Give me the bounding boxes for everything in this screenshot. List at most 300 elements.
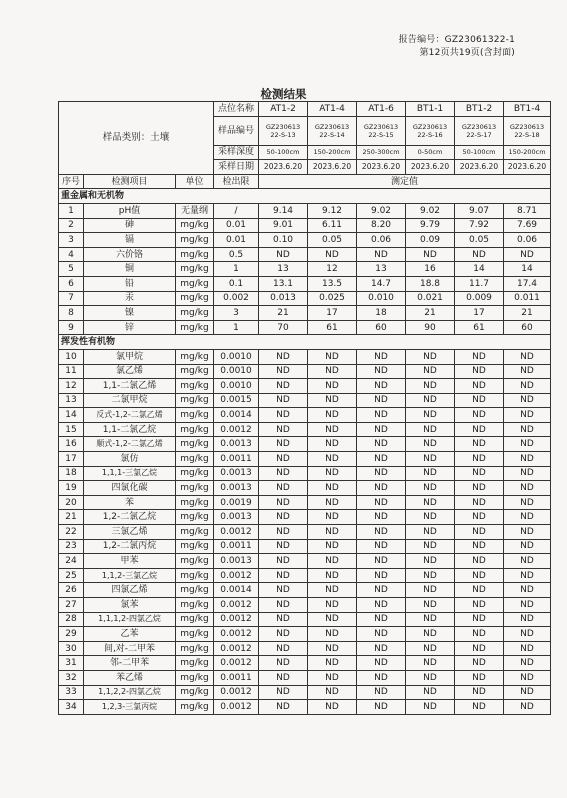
row-unit: mg/kg — [176, 481, 214, 496]
group-heading: 挥发性有机物 — [59, 335, 551, 350]
value-cell: ND — [259, 612, 308, 627]
value-cell: ND — [357, 349, 406, 364]
value-cell: 60 — [357, 320, 406, 335]
row-no: 23 — [59, 539, 84, 554]
value-cell: ND — [259, 247, 308, 262]
point-name-cell: AT1-4 — [308, 102, 357, 117]
value-cell: 9.14 — [259, 203, 308, 218]
date-cell: 2023.6.20 — [504, 160, 551, 175]
value-cell: ND — [357, 379, 406, 394]
table-row — [59, 203, 551, 218]
row-unit: mg/kg — [176, 656, 214, 671]
value-cell: ND — [455, 627, 504, 642]
value-cell: ND — [504, 656, 551, 671]
row-limit: 0.0012 — [214, 422, 259, 437]
value-cell: ND — [504, 481, 551, 496]
value-cell: 14 — [455, 262, 504, 277]
row-item: 镉 — [84, 233, 176, 248]
page-title: 检测结果 — [260, 87, 307, 101]
point-name-cell: AT1-6 — [357, 102, 406, 117]
table-row — [59, 466, 551, 481]
value-cell: ND — [455, 554, 504, 569]
value-cell: 0.010 — [357, 291, 406, 306]
col-header-measured: 测定值 — [259, 174, 551, 189]
row-limit: 0.0012 — [214, 700, 259, 715]
value-cell: ND — [357, 481, 406, 496]
row-item: 邻-二甲苯 — [84, 656, 176, 671]
table-row — [59, 627, 551, 642]
row-no: 19 — [59, 481, 84, 496]
value-cell: ND — [259, 525, 308, 540]
value-cell: 21 — [259, 306, 308, 321]
value-cell: ND — [504, 364, 551, 379]
value-cell: ND — [455, 349, 504, 364]
value-cell: ND — [406, 437, 455, 452]
row-unit: mg/kg — [176, 554, 214, 569]
value-cell: ND — [504, 525, 551, 540]
row-limit: 3 — [214, 306, 259, 321]
table-row — [59, 452, 551, 467]
value-cell: ND — [504, 247, 551, 262]
row-unit: mg/kg — [176, 568, 214, 583]
row-limit: 0.0011 — [214, 670, 259, 685]
value-cell: ND — [357, 452, 406, 467]
row-limit: 0.0012 — [214, 641, 259, 656]
row-item: 六价铬 — [84, 247, 176, 262]
table-row — [59, 422, 551, 437]
value-cell: ND — [504, 379, 551, 394]
value-cell: ND — [406, 364, 455, 379]
value-cell: ND — [259, 408, 308, 423]
value-cell: ND — [357, 437, 406, 452]
value-cell: ND — [259, 481, 308, 496]
row-no: 11 — [59, 364, 84, 379]
value-cell: ND — [406, 700, 455, 715]
row-unit: mg/kg — [176, 320, 214, 335]
row-unit: mg/kg — [176, 495, 214, 510]
row-limit: 0.0014 — [214, 408, 259, 423]
col-header-limit: 检出限 — [214, 174, 259, 189]
row-limit: 0.0011 — [214, 452, 259, 467]
value-cell: ND — [357, 422, 406, 437]
row-item: 反式-1,2-二氯乙烯 — [84, 408, 176, 423]
value-cell: ND — [504, 685, 551, 700]
row-item: 1,1,1,2-四氯乙烷 — [84, 612, 176, 627]
row-no: 10 — [59, 349, 84, 364]
point-name-row — [59, 102, 551, 117]
value-cell: 17.4 — [504, 276, 551, 291]
row-item: 甲苯 — [84, 554, 176, 569]
value-cell: 14.7 — [357, 276, 406, 291]
table-row — [59, 554, 551, 569]
row-limit: 0.002 — [214, 291, 259, 306]
value-cell: ND — [259, 641, 308, 656]
table-row — [59, 262, 551, 277]
value-cell: 13 — [357, 262, 406, 277]
table-row — [59, 656, 551, 671]
value-cell: ND — [455, 656, 504, 671]
results-table — [58, 101, 551, 715]
value-cell: 9.12 — [308, 203, 357, 218]
value-cell: ND — [455, 568, 504, 583]
row-limit: 0.0019 — [214, 495, 259, 510]
value-cell: 21 — [504, 306, 551, 321]
value-cell: ND — [357, 393, 406, 408]
value-cell: 61 — [308, 320, 357, 335]
value-cell: ND — [308, 539, 357, 554]
row-no: 21 — [59, 510, 84, 525]
value-cell: ND — [455, 598, 504, 613]
row-item: 四氯化碳 — [84, 481, 176, 496]
table-row — [59, 641, 551, 656]
row-no: 8 — [59, 306, 84, 321]
point-name-cell: BT1-1 — [406, 102, 455, 117]
value-cell: ND — [357, 583, 406, 598]
value-cell: ND — [406, 525, 455, 540]
value-cell: ND — [406, 685, 455, 700]
table-row — [59, 393, 551, 408]
row-unit: mg/kg — [176, 422, 214, 437]
value-cell: ND — [357, 408, 406, 423]
row-no: 31 — [59, 656, 84, 671]
row-no: 13 — [59, 393, 84, 408]
row-unit: mg/kg — [176, 247, 214, 262]
page-info: 第12页共19页(含封面) — [419, 48, 515, 58]
row-no: 15 — [59, 422, 84, 437]
value-cell: 18 — [357, 306, 406, 321]
value-cell: ND — [357, 539, 406, 554]
value-cell: ND — [259, 568, 308, 583]
report-number: 报告编号：GZ23061322-1 — [398, 35, 515, 45]
table-row — [59, 408, 551, 423]
value-cell: ND — [406, 641, 455, 656]
table-row — [59, 218, 551, 233]
value-cell: ND — [259, 364, 308, 379]
row-no: 22 — [59, 525, 84, 540]
value-cell: 9.79 — [406, 218, 455, 233]
sample-id-cell: GZ230613 22-S-18 — [504, 116, 551, 145]
row-no: 34 — [59, 700, 84, 715]
depth-cell: 0-50cm — [406, 145, 455, 160]
value-cell: ND — [259, 670, 308, 685]
value-cell: ND — [259, 685, 308, 700]
row-item: 铅 — [84, 276, 176, 291]
value-cell: ND — [406, 393, 455, 408]
value-cell: ND — [504, 627, 551, 642]
depth-cell: 150-200cm — [504, 145, 551, 160]
row-unit: mg/kg — [176, 539, 214, 554]
value-cell: ND — [308, 627, 357, 642]
row-item: 三氯乙烯 — [84, 525, 176, 540]
depth-cell: 50-100cm — [455, 145, 504, 160]
value-cell: 61 — [455, 320, 504, 335]
row-no: 27 — [59, 598, 84, 613]
sample-category: 样品类别：土壤 — [59, 102, 214, 175]
date-cell: 2023.6.20 — [259, 160, 308, 175]
row-limit: 0.5 — [214, 247, 259, 262]
row-unit: mg/kg — [176, 276, 214, 291]
table-row — [59, 349, 551, 364]
value-cell: ND — [259, 379, 308, 394]
value-cell: ND — [308, 452, 357, 467]
table-row — [59, 598, 551, 613]
value-cell: 13.1 — [259, 276, 308, 291]
row-limit: 0.0010 — [214, 379, 259, 394]
row-unit: mg/kg — [176, 612, 214, 627]
value-cell: 11.7 — [455, 276, 504, 291]
row-item: 氯乙烯 — [84, 364, 176, 379]
value-cell: 0.021 — [406, 291, 455, 306]
value-cell: ND — [406, 379, 455, 394]
value-cell: ND — [406, 554, 455, 569]
table-row — [59, 276, 551, 291]
value-cell: ND — [357, 656, 406, 671]
table-row — [59, 525, 551, 540]
row-item: 顺式-1,2-二氯乙烯 — [84, 437, 176, 452]
row-no: 32 — [59, 670, 84, 685]
row-limit: 0.0012 — [214, 627, 259, 642]
table-row — [59, 233, 551, 248]
row-item: 铜 — [84, 262, 176, 277]
report-header — [399, 34, 515, 60]
sample-id-cell: GZ230613 22-S-14 — [308, 116, 357, 145]
value-cell: 8.20 — [357, 218, 406, 233]
row-limit: 0.0013 — [214, 554, 259, 569]
row-item: 1,1,1-三氯乙烷 — [84, 466, 176, 481]
value-cell: ND — [357, 495, 406, 510]
value-cell: ND — [455, 700, 504, 715]
value-cell: 21 — [406, 306, 455, 321]
row-item: 四氯乙烯 — [84, 583, 176, 598]
row-unit: mg/kg — [176, 700, 214, 715]
point-name-label: 点位名称 — [214, 102, 259, 117]
row-limit: 0.0013 — [214, 466, 259, 481]
value-cell: ND — [504, 554, 551, 569]
sample-id-cell: GZ230613 22-S-15 — [357, 116, 406, 145]
value-cell: ND — [308, 700, 357, 715]
table-row — [59, 685, 551, 700]
value-cell: ND — [406, 510, 455, 525]
value-cell: 9.02 — [406, 203, 455, 218]
value-cell: ND — [259, 656, 308, 671]
row-unit: mg/kg — [176, 393, 214, 408]
value-cell: ND — [455, 685, 504, 700]
row-unit: mg/kg — [176, 364, 214, 379]
value-cell: ND — [455, 393, 504, 408]
value-cell: 13.5 — [308, 276, 357, 291]
value-cell: 16 — [406, 262, 455, 277]
value-cell: 0.011 — [504, 291, 551, 306]
value-cell: ND — [308, 349, 357, 364]
value-cell: 14 — [504, 262, 551, 277]
date-cell: 2023.6.20 — [455, 160, 504, 175]
value-cell: 12 — [308, 262, 357, 277]
row-unit: mg/kg — [176, 670, 214, 685]
row-limit: 1 — [214, 262, 259, 277]
row-no: 12 — [59, 379, 84, 394]
row-unit: mg/kg — [176, 452, 214, 467]
value-cell: ND — [504, 510, 551, 525]
value-cell: ND — [455, 670, 504, 685]
sample-id-cell: GZ230613 22-S-17 — [455, 116, 504, 145]
value-cell: ND — [406, 452, 455, 467]
row-item: 间,对-二甲苯 — [84, 641, 176, 656]
row-no: 9 — [59, 320, 84, 335]
value-cell: 0.05 — [308, 233, 357, 248]
row-unit: mg/kg — [176, 262, 214, 277]
table-row — [59, 481, 551, 496]
value-cell: ND — [259, 466, 308, 481]
value-cell: ND — [504, 612, 551, 627]
value-cell: ND — [308, 612, 357, 627]
value-cell: ND — [504, 422, 551, 437]
row-item: 1,1-二氯乙烷 — [84, 422, 176, 437]
value-cell: ND — [259, 437, 308, 452]
value-cell: ND — [504, 349, 551, 364]
table-row — [59, 700, 551, 715]
value-cell: ND — [259, 583, 308, 598]
value-cell: ND — [308, 554, 357, 569]
row-no: 3 — [59, 233, 84, 248]
row-unit: mg/kg — [176, 408, 214, 423]
table-row — [59, 291, 551, 306]
row-no: 24 — [59, 554, 84, 569]
table-row — [59, 364, 551, 379]
table-row — [59, 320, 551, 335]
value-cell: ND — [308, 422, 357, 437]
value-cell: ND — [308, 393, 357, 408]
value-cell: 0.06 — [504, 233, 551, 248]
row-no: 20 — [59, 495, 84, 510]
value-cell: ND — [357, 641, 406, 656]
value-cell: ND — [308, 685, 357, 700]
value-cell: ND — [259, 452, 308, 467]
date-cell: 2023.6.20 — [406, 160, 455, 175]
value-cell: 8.71 — [504, 203, 551, 218]
row-no: 33 — [59, 685, 84, 700]
value-cell: 9.01 — [259, 218, 308, 233]
group-row — [59, 335, 551, 350]
row-item: 氯仿 — [84, 452, 176, 467]
value-cell: 13 — [259, 262, 308, 277]
row-limit: 0.0012 — [214, 656, 259, 671]
value-cell: ND — [357, 598, 406, 613]
row-no: 29 — [59, 627, 84, 642]
value-cell: ND — [357, 364, 406, 379]
value-cell: ND — [455, 408, 504, 423]
value-cell: ND — [308, 598, 357, 613]
col-header-no: 序号 — [59, 174, 84, 189]
value-cell: ND — [504, 568, 551, 583]
value-cell: ND — [406, 627, 455, 642]
row-item: 乙苯 — [84, 627, 176, 642]
value-cell: ND — [504, 437, 551, 452]
value-cell: ND — [357, 510, 406, 525]
value-cell: 9.02 — [357, 203, 406, 218]
value-cell: ND — [357, 554, 406, 569]
value-cell: ND — [259, 554, 308, 569]
value-cell: ND — [504, 466, 551, 481]
value-cell: ND — [357, 627, 406, 642]
value-cell: ND — [455, 379, 504, 394]
row-unit: mg/kg — [176, 583, 214, 598]
row-unit: mg/kg — [176, 291, 214, 306]
value-cell: ND — [406, 656, 455, 671]
value-cell: ND — [455, 525, 504, 540]
value-cell: 0.10 — [259, 233, 308, 248]
row-unit: mg/kg — [176, 379, 214, 394]
row-item: 1,1,2-三氯乙烷 — [84, 568, 176, 583]
row-no: 7 — [59, 291, 84, 306]
value-cell: ND — [259, 598, 308, 613]
value-cell: 9.07 — [455, 203, 504, 218]
value-cell: ND — [308, 641, 357, 656]
value-cell: ND — [455, 481, 504, 496]
group-heading: 重金属和无机物 — [59, 189, 551, 204]
value-cell: ND — [259, 627, 308, 642]
row-no: 28 — [59, 612, 84, 627]
row-no: 2 — [59, 218, 84, 233]
value-cell: ND — [357, 466, 406, 481]
col-header-unit: 单位 — [176, 174, 214, 189]
row-item: 1,2-二氯丙烷 — [84, 539, 176, 554]
row-item: 砷 — [84, 218, 176, 233]
point-name-cell: AT1-2 — [259, 102, 308, 117]
date-label: 采样日期 — [214, 160, 259, 175]
table-row — [59, 612, 551, 627]
value-cell: ND — [357, 670, 406, 685]
value-cell: ND — [308, 656, 357, 671]
value-cell: 60 — [504, 320, 551, 335]
row-no: 5 — [59, 262, 84, 277]
value-cell: ND — [455, 452, 504, 467]
date-cell: 2023.6.20 — [357, 160, 406, 175]
sample-id-cell: GZ230613 22-S-13 — [259, 116, 308, 145]
row-item: 锌 — [84, 320, 176, 335]
sample-id-cell: GZ230613 22-S-16 — [406, 116, 455, 145]
row-limit: 0.0012 — [214, 525, 259, 540]
value-cell: ND — [308, 247, 357, 262]
value-cell: ND — [455, 612, 504, 627]
row-limit: / — [214, 203, 259, 218]
value-cell: 0.013 — [259, 291, 308, 306]
value-cell: ND — [308, 481, 357, 496]
row-item: 二氯甲烷 — [84, 393, 176, 408]
value-cell: 0.009 — [455, 291, 504, 306]
row-unit: mg/kg — [176, 627, 214, 642]
value-cell: 17 — [455, 306, 504, 321]
row-no: 17 — [59, 452, 84, 467]
value-cell: ND — [308, 670, 357, 685]
row-limit: 0.0013 — [214, 510, 259, 525]
value-cell: ND — [455, 641, 504, 656]
value-cell: ND — [504, 583, 551, 598]
value-cell: 17 — [308, 306, 357, 321]
value-cell: ND — [504, 452, 551, 467]
table-row — [59, 568, 551, 583]
value-cell: ND — [406, 598, 455, 613]
value-cell: 6.11 — [308, 218, 357, 233]
row-limit: 0.0014 — [214, 583, 259, 598]
row-item: 1,1-二氯乙烯 — [84, 379, 176, 394]
value-cell: ND — [308, 568, 357, 583]
row-no: 4 — [59, 247, 84, 262]
row-no: 6 — [59, 276, 84, 291]
value-cell: ND — [406, 495, 455, 510]
row-no: 26 — [59, 583, 84, 598]
row-item: 镍 — [84, 306, 176, 321]
value-cell: ND — [308, 408, 357, 423]
